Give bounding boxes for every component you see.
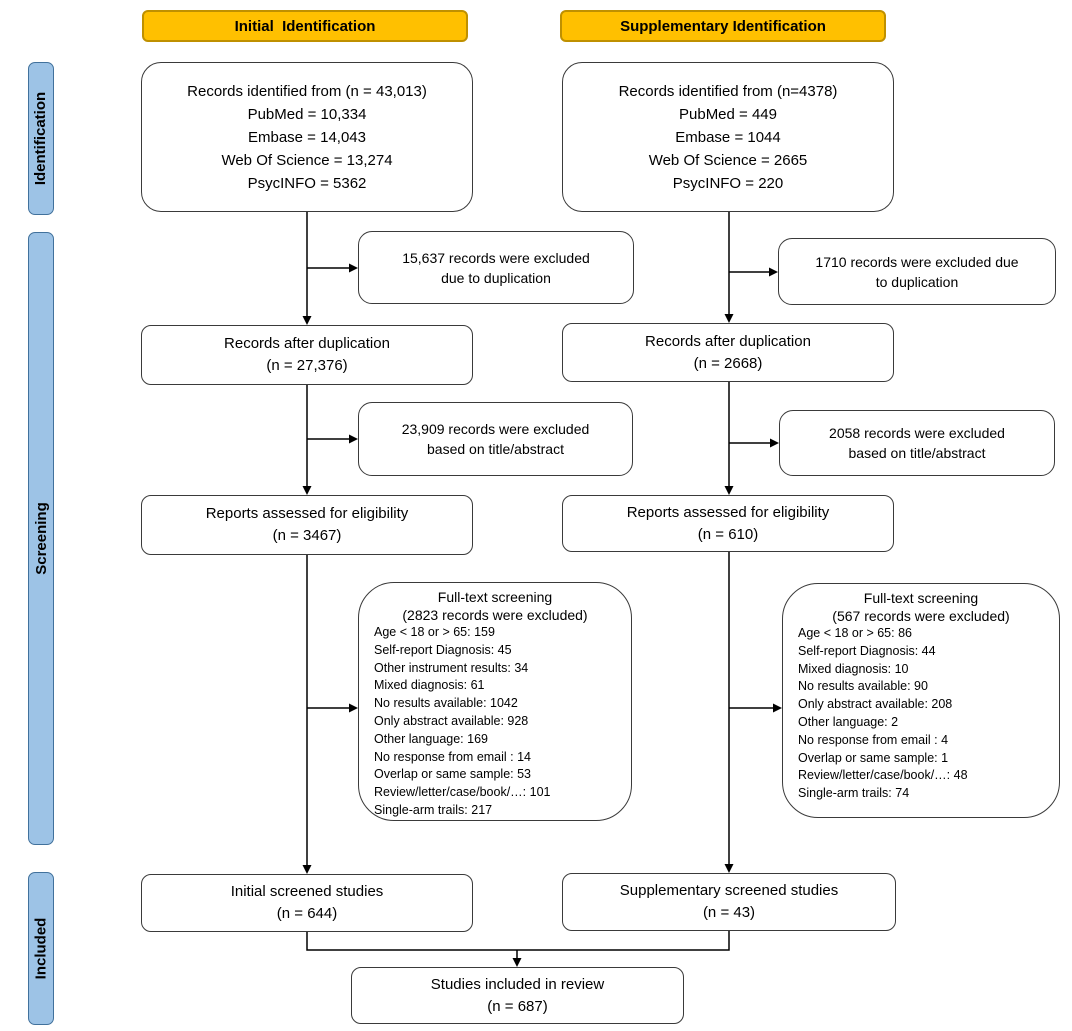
stage-label-identification	[28, 62, 54, 215]
initial-reports-assessed-box	[141, 495, 473, 555]
text-line: 23,909 records were excluded	[401, 421, 590, 437]
text-line: No response from email : 4	[798, 732, 949, 747]
initial-duplication-excluded-box	[358, 231, 634, 304]
fulltext-title: Full-text screening	[863, 590, 979, 606]
text-line: PubMed = 449	[679, 105, 777, 123]
supplementary-fulltext-screening-box	[782, 583, 1060, 818]
text-line: Review/letter/case/book/…: 101	[374, 785, 551, 800]
supplementary-title-abstract-excluded-box	[779, 410, 1055, 476]
supplementary-records-after-duplication-box	[562, 323, 894, 382]
supplementary-reports-assessed-box	[562, 495, 894, 552]
text-line: Reports assessed for eligibility	[205, 505, 409, 522]
text-line: Single-arm trails: 217	[374, 802, 493, 817]
initial-identification-header: Initial Identification	[142, 10, 468, 42]
text-line: Age < 18 or > 65: 159	[374, 625, 495, 639]
text-line: (n = 43)	[702, 904, 756, 921]
text-line: (n = 27,376)	[266, 357, 348, 374]
text-line: to duplication	[875, 273, 959, 290]
supplementary-screened-studies-box	[562, 873, 896, 931]
fulltext-exclusion-reasons	[359, 624, 631, 820]
text-line: Mixed diagnosis: 10	[798, 661, 909, 676]
text-line: No results available: 90	[798, 679, 928, 694]
text-line: (n = 610)	[697, 525, 759, 543]
fulltext-subtitle: (567 records were excluded)	[832, 608, 1010, 624]
text-line: Other language: 2	[798, 714, 899, 729]
text-line: No results available: 1042	[374, 696, 518, 711]
text-line: 15,637 records were excluded	[402, 249, 590, 266]
stage-label-included	[28, 872, 54, 1025]
text-line: (n = 3467)	[272, 527, 342, 544]
text-line: Records identified from (n = 43,013)	[187, 82, 427, 100]
text-line: Only abstract available: 928	[374, 713, 529, 728]
text-line: Embase = 1044	[675, 128, 781, 146]
text-line: 1710 records were excluded due	[815, 253, 1019, 270]
text-line: Age < 18 or > 65: 86	[798, 626, 912, 640]
stage-label-identification-text: Identification	[32, 91, 50, 186]
fulltext-subtitle: (2823 records were excluded)	[402, 607, 588, 623]
text-line: Other instrument results: 34	[374, 660, 529, 675]
text-line: Overlap or same sample: 1	[798, 750, 949, 765]
fulltext-title: Full-text screening	[437, 589, 553, 605]
text-line: (n = 687)	[487, 997, 548, 1015]
text-line: Only abstract available: 208	[798, 697, 953, 712]
text-line: Web Of Science = 2665	[648, 151, 808, 169]
text-line: PubMed = 10,334	[247, 105, 367, 123]
text-line: based on title/abstract	[848, 445, 986, 461]
initial-fulltext-screening-box	[358, 582, 632, 821]
supplementary-duplication-excluded-box	[778, 238, 1056, 305]
text-line: Studies included in review	[430, 975, 605, 993]
initial-screened-studies-box	[141, 874, 473, 932]
text-line: Review/letter/case/book/…: 48	[798, 768, 968, 783]
text-line: Records after duplication	[224, 335, 390, 352]
text-line: due to duplication	[441, 269, 551, 286]
text-line: Overlap or same sample: 53	[374, 767, 532, 782]
initial-records-after-duplication-box	[141, 325, 473, 385]
text-line: Web Of Science = 13,274	[221, 151, 393, 169]
text-line: Self-report Diagnosis: 44	[798, 643, 936, 658]
text-line: Records identified from (n=4378)	[618, 82, 838, 100]
text-line: PsycINFO = 220	[672, 174, 784, 192]
text-line: PsycINFO = 5362	[247, 174, 367, 192]
text-line: Records after duplication	[645, 332, 811, 350]
text-line: No response from email : 14	[374, 749, 532, 764]
fulltext-exclusion-reasons	[783, 625, 1059, 803]
text-line: based on title/abstract	[427, 441, 564, 457]
text-line: Initial screened studies	[230, 883, 384, 900]
initial-records-identified-box	[141, 62, 473, 212]
stage-label-screening-text: Screening	[32, 502, 50, 575]
text-line: Self-report Diagnosis: 45	[374, 642, 512, 657]
initial-title-abstract-excluded-box	[358, 402, 633, 476]
studies-included-in-review-box	[351, 967, 684, 1024]
text-line: Embase = 14,043	[247, 128, 366, 146]
text-line: Single-arm trails: 74	[798, 786, 910, 801]
supplementary-records-identified-box	[562, 62, 894, 212]
text-line: (n = 2668)	[693, 354, 763, 372]
stage-label-included-text: Included	[32, 917, 50, 980]
stage-label-screening	[28, 232, 54, 845]
text-line: Mixed diagnosis: 61	[374, 678, 485, 693]
text-line: 2058 records were excluded	[829, 425, 1005, 441]
text-line: Other language: 169	[374, 731, 488, 746]
supplementary-identification-header: Supplementary Identification	[560, 10, 886, 42]
text-line: Reports assessed for eligibility	[626, 503, 830, 521]
text-line: (n = 644)	[276, 905, 338, 922]
text-line: Supplementary screened studies	[619, 882, 839, 899]
